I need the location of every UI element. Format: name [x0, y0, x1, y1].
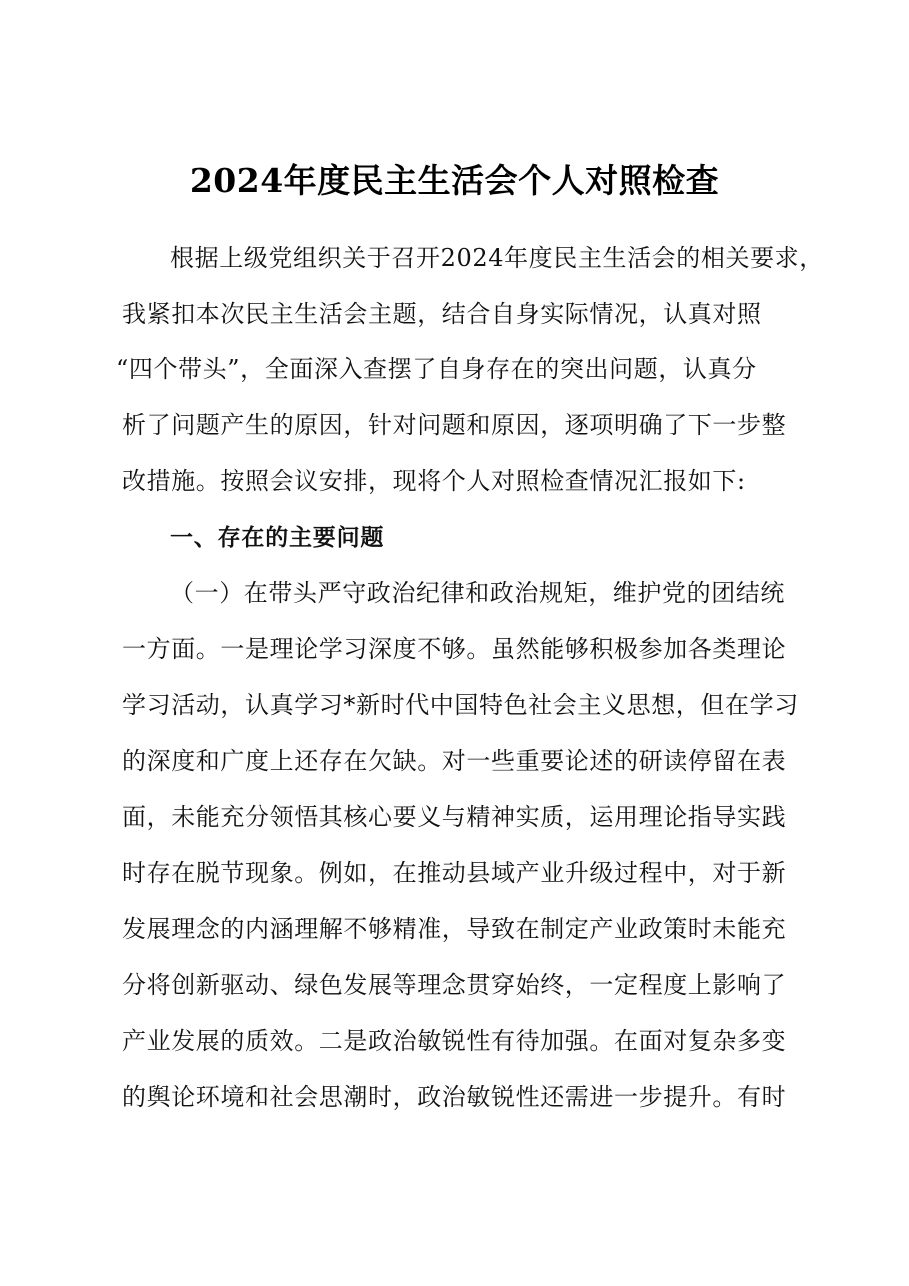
- paragraph-line: 改措施。按照会议安排，现将个人对照检查情况汇报如下:: [122, 467, 746, 495]
- document-title: 2024年度民主生活会个人对照检查: [189, 161, 720, 200]
- paragraph-line: 我紧扣本次民主生活会主题，结合自身实际情况，认真对照: [122, 300, 762, 328]
- paragraph-line: 的舆论环境和社会思潮时，政治敏锐性还需进一步提升。有时: [122, 1083, 787, 1111]
- paragraph-line: （一）在带头严守政治纪律和政治规矩，维护党的团结统: [170, 579, 785, 607]
- paragraph-line: 发展理念的内涵理解不够精准，导致在制定产业政策时未能充: [122, 915, 787, 943]
- paragraph-line: 时存在脱节现象。例如，在推动县域产业升级过程中，对于新: [122, 859, 787, 887]
- paragraph-line: 学习活动，认真学习*新时代中国特色社会主义思想，但在学习: [122, 691, 799, 719]
- paragraph-line: 的深度和广度上还存在欠缺。对一些重要论述的研读停留在表: [122, 747, 787, 775]
- paragraph-line: 根据上级党组织关于召开2024年度民主生活会的相关要求，: [170, 244, 824, 272]
- paragraph-line: “四个带头”，全面深入查摆了自身存在的突出问题，认真分: [116, 355, 757, 383]
- paragraph-line: 一方面。一是理论学习深度不够。虽然能够积极参加各类理论: [122, 635, 787, 663]
- paragraph-line: 产业发展的质效。二是政治敏锐性有待加强。在面对复杂多变: [122, 1027, 787, 1055]
- section-heading: 一、存在的主要问题: [170, 525, 385, 551]
- paragraph-line: 面，未能充分领悟其核心要义与精神实质，运用理论指导实践: [122, 803, 787, 831]
- paragraph-line: 分将创新驱动、绿色发展等理念贯穿始终，一定程度上影响了: [122, 971, 787, 999]
- paragraph-line: 析了问题产生的原因，针对问题和原因，逐项明确了下一步整: [122, 411, 787, 439]
